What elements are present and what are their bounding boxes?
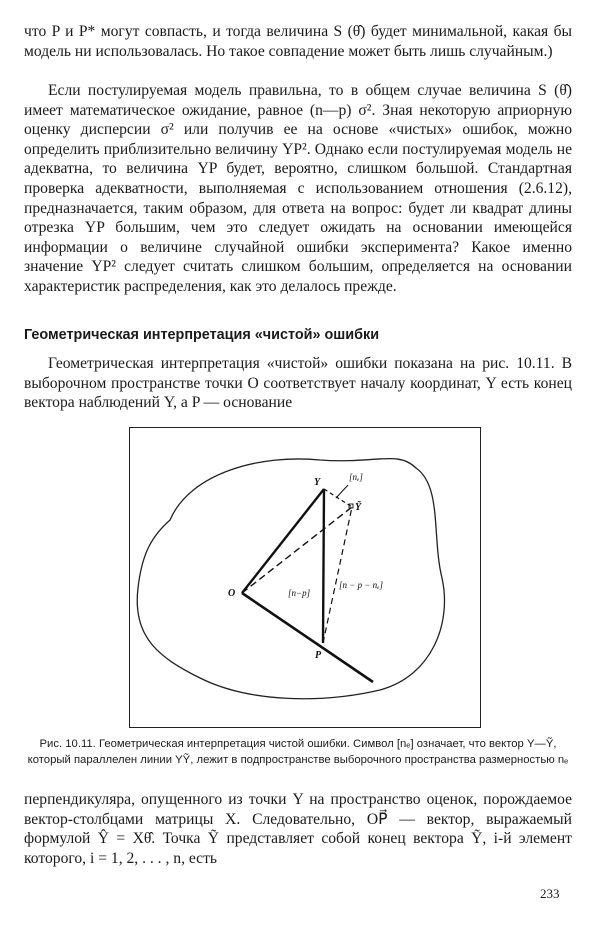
- label-Y: Y: [314, 477, 321, 488]
- paragraph-adequacy-test-text: Если постулируемая модель правильна, то в общем случае величина S (θ̂) имеет математическое ожидание, равное (n—p) σ². Зная некоторую априорную оценку дисперсии σ² или получив ее на основе «чистых» ошибок, можно определить приблизительно величину YP². Однако если постулируемая модель не адекватна, то величина YP будет, вероятно, слишком большой. Стандартная проверка адекватности, выполняемая с использованием отношения (2.6.12), предназначается, таким образом, для ответа на вопрос: будет ли квадрат длины отрезка YP большим, чем это следует ожидать на основании имеющейся информации о величине случайной ошибки эксперимента? Какое именно значение YP² следует считать слишком большим, определяется на основании характеристик распределения, как это делалось прежде.: [24, 82, 572, 295]
- label-Ytilde: Ỹ: [355, 502, 362, 513]
- paragraph-geometric-intro: [24, 354, 572, 413]
- section-heading: Геометрическая интерпретация «чистой» ошибки: [24, 327, 380, 343]
- label-n-minus-p: [n−p]: [288, 588, 311, 598]
- label-O: O: [228, 588, 236, 599]
- vector-YP: [323, 489, 324, 643]
- sample-space-outline: [137, 459, 444, 699]
- figure-diagram: [130, 428, 480, 727]
- vector-YYtilde: [324, 489, 352, 507]
- paragraph-adequacy-test: [24, 81, 572, 297]
- vector-PYtilde: [323, 507, 352, 643]
- paragraph-continuation: что P и P* могут совпасть, и тогда величина S (θ̂) будет минимальной, какая бы модель ни использовалась. Но такое совпадение может быть лишь случайным.): [24, 23, 572, 60]
- label-P: P: [315, 650, 322, 661]
- label-n-minus-p-minus-ne: [n − p − nₑ]: [339, 580, 384, 590]
- figure-10-11: [129, 427, 481, 728]
- paragraph-geometric-intro-text: Геометрическая интерпретация «чистой» ошибки показана на рис. 10.11. В выборочном пространстве точки O соответствует началу координат, Y есть конец вектора наблюдений Y, а P — основание: [24, 355, 572, 412]
- paragraph-continuation-bottom: перпендикуляра, опущенного из точки Y на пространство оценок, порождаемое вектор-столбцами матрицы X. Следовательно, OP⃗ — вектор, выражаемый формулой Ŷ = Xθ̂. Точка Ỹ представляет собой конец вектора Ỹ, i-й элемент которого, i = 1, 2, . . . , n, есть: [24, 791, 572, 867]
- vector-OY: [242, 489, 324, 593]
- figure-caption: Рис. 10.11. Геометрическая интерпретация чистой ошибки. Символ [nₑ] означает, что вектор Y—Ỹ, который параллелен линии YỸ, лежит в подпространстве выборочного пространства размерностью nₑ: [27, 738, 569, 766]
- vector-OYtilde: [242, 507, 352, 593]
- page-number: 233: [540, 886, 560, 901]
- estimation-plane-line: [242, 593, 373, 682]
- ne-pointer: [336, 485, 348, 498]
- label-ne: [nₑ]: [349, 472, 363, 482]
